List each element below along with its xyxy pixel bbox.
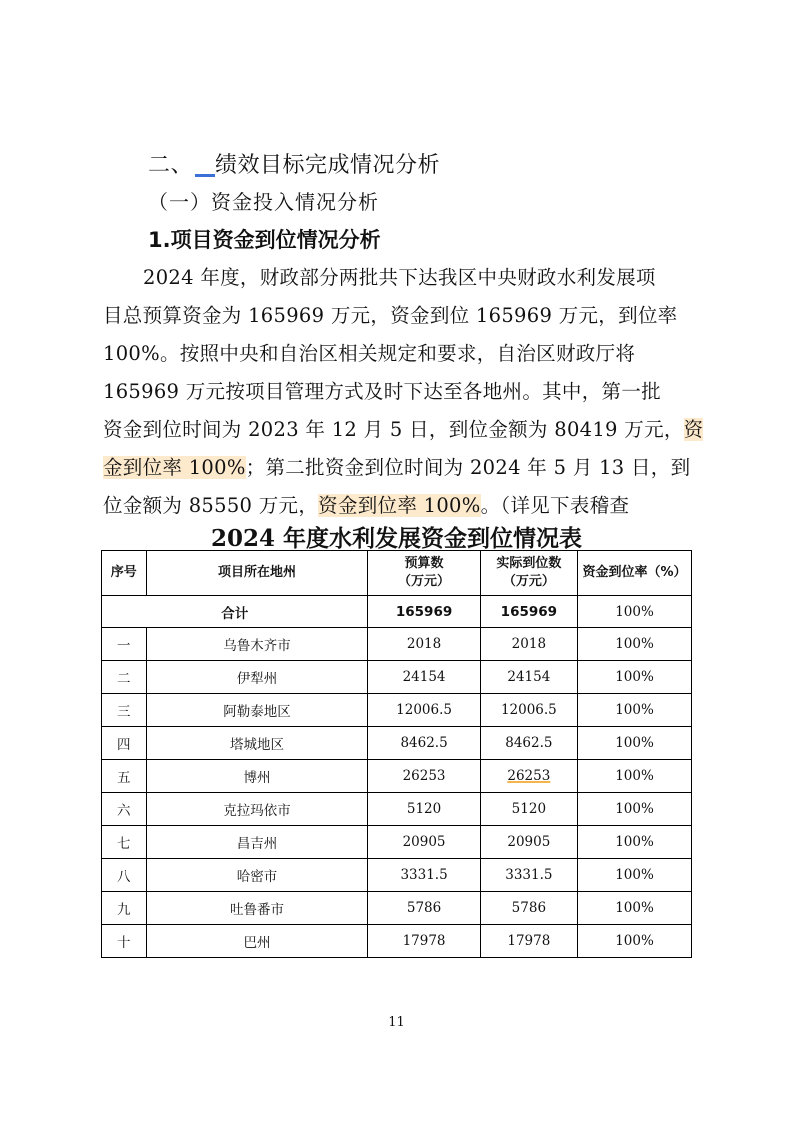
- table-title: 2024 年度水利发展资金到位情况表: [210, 525, 583, 552]
- header-budget: [368, 551, 480, 596]
- cell-area: 昌吉州: [146, 826, 368, 859]
- cell-rate: 100%: [578, 760, 692, 793]
- cell-num: 二: [102, 661, 147, 694]
- header-budget-l1: 预算数: [404, 556, 444, 571]
- paragraph-line-7: [103, 490, 693, 518]
- table-row: [102, 727, 692, 760]
- cell-actual: 20905: [480, 826, 577, 859]
- cell-rate: 100%: [578, 661, 692, 694]
- cell-rate: 100%: [578, 628, 692, 661]
- cell-rate: 100%: [578, 892, 692, 925]
- cell-num: 六: [102, 793, 147, 826]
- header-num: 序号: [102, 551, 147, 596]
- cell-actual: 5120: [480, 793, 577, 826]
- table-header-row: [102, 551, 692, 596]
- underlined-value: 26253: [507, 768, 551, 784]
- cell-num: 九: [102, 892, 147, 925]
- cell-num: 七: [102, 826, 147, 859]
- paragraph-line-5: [103, 414, 704, 442]
- cell-area: 阿勒泰地区: [146, 694, 368, 727]
- paragraph-line-2: 目总预算资金为 165969 万元，资金到位 165969 万元，到位率: [103, 304, 678, 327]
- cell-rate: 100%: [578, 925, 692, 958]
- cell-budget: 5786: [368, 892, 480, 925]
- header-actual-l2: （万元）: [502, 574, 555, 589]
- cell-actual: 3331.5: [480, 859, 577, 892]
- paragraph-line-6: [103, 452, 693, 480]
- total-rate: 100%: [578, 596, 692, 628]
- highlighted-text: 金到位率 100%: [103, 456, 246, 479]
- cell-actual: 2018: [480, 628, 577, 661]
- cell-actual: 24154: [480, 661, 577, 694]
- subsection-heading: （一）资金投入情况分析: [148, 190, 379, 214]
- header-area: 项目所在地州: [146, 551, 368, 596]
- section-heading: [148, 148, 440, 179]
- cell-rate: 100%: [578, 826, 692, 859]
- cell-actual: 17978: [480, 925, 577, 958]
- cell-area: 吐鲁番市: [146, 892, 368, 925]
- header-actual: [480, 551, 577, 596]
- cell-num: 五: [102, 760, 147, 793]
- cell-area: 伊犁州: [146, 661, 368, 694]
- cell-budget: 17978: [368, 925, 480, 958]
- header-rate: 资金到位率（%）: [578, 551, 692, 596]
- table-row: [102, 925, 692, 958]
- table-row: [102, 628, 692, 661]
- cell-actual: 5786: [480, 892, 577, 925]
- cell-rate: 100%: [578, 694, 692, 727]
- total-budget: 165969: [368, 596, 480, 628]
- cell-area: 乌鲁木齐市: [146, 628, 368, 661]
- cell-area: 克拉玛依市: [146, 793, 368, 826]
- cell-budget: 12006.5: [368, 694, 480, 727]
- cell-area: 塔城地区: [146, 727, 368, 760]
- paragraph-line-3: 100%。按照中央和自治区相关规定和要求，自治区财政厅将: [103, 342, 636, 365]
- cell-budget: 5120: [368, 793, 480, 826]
- paragraph-text: 位金额为 85550 万元，: [103, 494, 319, 517]
- paragraph-text: ；第二批资金到位时间为 2024 年 5 月 13 日，到: [245, 456, 691, 479]
- paragraph-text: 资金到位时间为 2023 年 12 月 5 日，到位金额为 80419 万元，: [103, 418, 684, 441]
- cell-rate: 100%: [578, 793, 692, 826]
- cell-actual: [480, 760, 577, 793]
- section-heading-prefix: 二、: [148, 153, 194, 178]
- cell-num: 四: [102, 727, 147, 760]
- paragraph-line-1: 2024 年度，财政部分两批共下达我区中央财政水利发展项: [143, 266, 656, 289]
- table-row: [102, 826, 692, 859]
- cell-budget: 26253: [368, 760, 480, 793]
- cell-budget: 3331.5: [368, 859, 480, 892]
- cell-area: 巴州: [146, 925, 368, 958]
- cell-rate: 100%: [578, 859, 692, 892]
- cell-num: 一: [102, 628, 147, 661]
- highlighted-text: 资金到位率 100%: [318, 494, 481, 517]
- cell-area: 哈密市: [146, 859, 368, 892]
- cell-num: 十: [102, 925, 147, 958]
- cell-num: 三: [102, 694, 147, 727]
- text-cursor: [195, 174, 215, 177]
- item-heading: 1.项目资金到位情况分析: [148, 228, 381, 252]
- total-label: 合计: [102, 596, 368, 628]
- section-heading-text: 绩效目标完成情况分析: [215, 153, 441, 178]
- cell-budget: 24154: [368, 661, 480, 694]
- paragraph-text: 。（详见下表稽查: [480, 494, 630, 517]
- cell-actual: 8462.5: [480, 727, 577, 760]
- cell-budget: 20905: [368, 826, 480, 859]
- cell-num: 八: [102, 859, 147, 892]
- table-total-row: [102, 596, 692, 628]
- table-row: [102, 793, 692, 826]
- table-row: [102, 760, 692, 793]
- cell-budget: 2018: [368, 628, 480, 661]
- total-actual: 165969: [480, 596, 577, 628]
- page-number: 11: [388, 1015, 405, 1030]
- header-budget-l2: （万元）: [398, 574, 451, 589]
- table-row: [102, 694, 692, 727]
- paragraph-line-4: 165969 万元按项目管理方式及时下达至各地州。其中，第一批: [103, 380, 661, 403]
- cell-rate: 100%: [578, 727, 692, 760]
- fund-table: [101, 550, 692, 958]
- table-row: [102, 661, 692, 694]
- table-row: [102, 892, 692, 925]
- cell-area: 博州: [146, 760, 368, 793]
- cell-budget: 8462.5: [368, 727, 480, 760]
- cell-actual: 12006.5: [480, 694, 577, 727]
- highlighted-text: 资: [683, 418, 704, 441]
- header-actual-l1: 实际到位数: [496, 556, 562, 571]
- table-row: [102, 859, 692, 892]
